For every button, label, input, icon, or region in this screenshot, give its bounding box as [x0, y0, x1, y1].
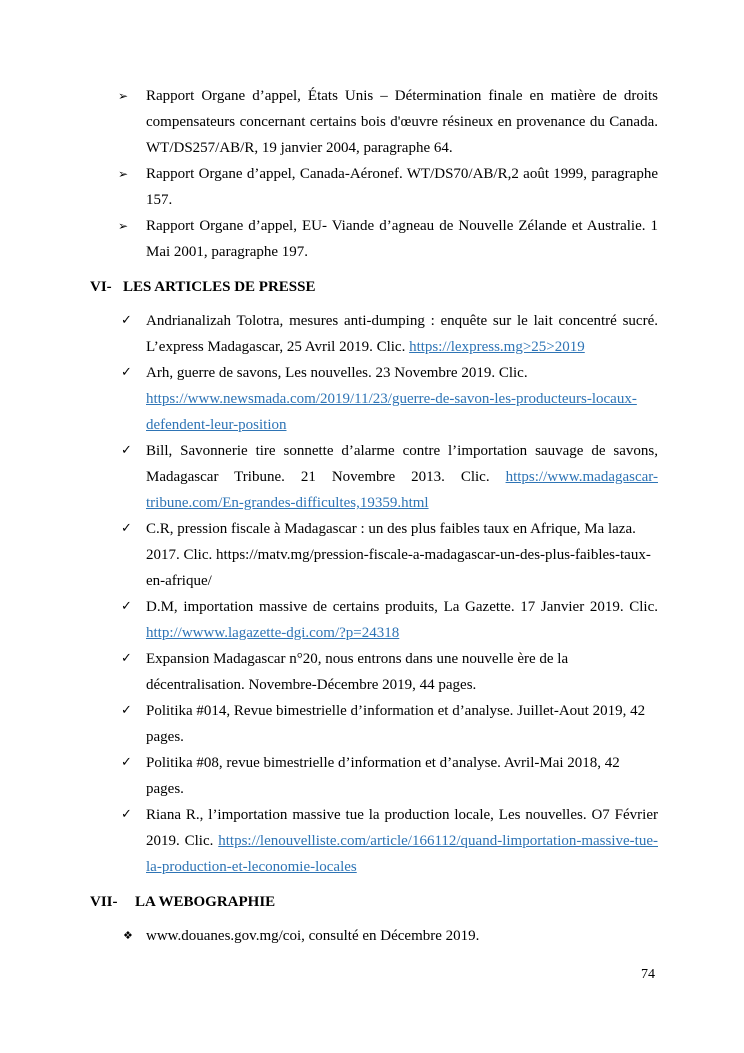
arrow-bullet-icon: ➢	[118, 167, 129, 181]
section-numeral: VI-	[90, 279, 112, 295]
item-text	[146, 599, 658, 641]
page-content	[0, 83, 744, 949]
arrow-bullet-icon: ➢	[118, 89, 129, 103]
text-segment: www.douanes.gov.mg/coi, consulté en Décembre 2019.	[146, 928, 480, 944]
checkmark-bullet-icon: ✓	[121, 807, 132, 822]
text-segment: Politika #08, revue bimestrielle d’information et d’analyse. Avril-Mai 2018, 42 pages.	[146, 755, 620, 797]
appeal-reports-list	[0, 83, 744, 265]
checkmark-bullet-icon: ✓	[121, 443, 132, 458]
checkmark-bullet-icon: ✓	[121, 365, 132, 380]
section-numeral: VII-	[90, 894, 118, 910]
checkmark-bullet-icon: ✓	[121, 703, 132, 718]
text-segment: Rapport Organe d’appel, États Unis – Détermination finale en matière de droits compensateurs concernant certains bois d'œuvre résineux en provenance du Canada. WT/DS257/AB/R, 19 janvier 2004, paragraphe 64.	[146, 88, 658, 156]
list-item	[0, 802, 744, 880]
list-item	[0, 516, 744, 594]
item-text	[146, 928, 479, 944]
list-item	[0, 161, 744, 213]
text-segment: C.R, pression fiscale à Madagascar : un des plus faibles taux en Afrique, Ma laza. 2017. Clic. https://matv.mg/pression-fiscale-a-madagascar-un-des-plus-faibles-taux-en-afrique/	[146, 521, 651, 589]
hyperlink[interactable]: https://www.newsmada.com/2019/11/23/guerre-de-savon-les-producteurs-locaux-defendent-leur-position	[146, 391, 637, 433]
item-text	[146, 88, 658, 156]
text-segment: Arh, guerre de savons, Les nouvelles. 23 Novembre 2019. Clic.	[146, 365, 528, 381]
text-segment: D.M, importation massive de certains produits, La Gazette. 17 Janvier 2019. Clic.	[146, 599, 658, 615]
list-item	[0, 83, 744, 161]
section-heading-webography	[0, 889, 744, 915]
list-item	[0, 698, 744, 750]
item-text	[146, 313, 658, 355]
item-text	[146, 651, 568, 693]
item-text	[146, 166, 658, 208]
text-segment: Expansion Madagascar n°20, nous entrons dans une nouvelle ère de la décentralisation. Novembre-Décembre 2019, 44 pages.	[146, 651, 569, 693]
list-item	[0, 213, 744, 265]
item-text	[146, 755, 620, 797]
text-segment: Rapport Organe d’appel, Canada-Aéronef. WT/DS70/AB/R,2 août 1999, paragraphe 157.	[146, 166, 658, 208]
list-item	[0, 360, 744, 438]
checkmark-bullet-icon: ✓	[121, 521, 132, 536]
hyperlink[interactable]: http://wwww.lagazette-dgi.com/?p=24318	[146, 625, 400, 641]
checkmark-bullet-icon: ✓	[121, 599, 132, 614]
item-text	[146, 703, 645, 745]
section-title: LA WEBOGRAPHIE	[135, 894, 276, 910]
list-item	[0, 594, 744, 646]
item-text	[146, 365, 637, 433]
webography-list	[0, 923, 744, 949]
text-segment: Rapport Organe d’appel, EU- Viande d’agneau de Nouvelle Zélande et Australie. 1 Mai 2001, paragraphe 197.	[146, 218, 658, 260]
list-item	[0, 923, 744, 949]
list-item	[0, 646, 744, 698]
checkmark-bullet-icon: ✓	[121, 651, 132, 666]
hyperlink[interactable]: https://www.madagascar-tribune.com/En-grandes-difficultes,19359.html	[146, 469, 658, 511]
item-text	[146, 218, 658, 260]
item-text	[146, 807, 658, 875]
text-segment: Bill, Savonnerie tire sonnette d’alarme contre l’importation sauvage de savons, Madagascar Tribune. 21 Novembre 2013. Clic.	[146, 443, 658, 485]
press-articles-list	[0, 308, 744, 880]
hyperlink[interactable]: https://lenouvelliste.com/article/166112/quand-limportation-massive-tue-la-production-et-leconomie-locales	[146, 833, 658, 875]
arrow-bullet-icon: ➢	[118, 219, 129, 233]
section-heading-articles	[0, 274, 744, 300]
checkmark-bullet-icon: ✓	[121, 755, 132, 770]
text-segment: Riana R., l’importation massive tue la production locale, Les nouvelles. O7 Février 2019. Clic.	[146, 807, 658, 849]
list-item	[0, 750, 744, 802]
text-segment: Politika #014, Revue bimestrielle d’information et d’analyse. Juillet-Aout 2019, 42 pages.	[146, 703, 646, 745]
list-item	[0, 438, 744, 516]
list-item	[0, 308, 744, 360]
hyperlink[interactable]: https://lexpress.mg>25>2019	[409, 339, 585, 355]
item-text	[146, 521, 651, 589]
item-text	[146, 443, 658, 511]
page-number: 74	[641, 967, 655, 982]
checkmark-bullet-icon: ✓	[121, 313, 132, 328]
section-title: LES ARTICLES DE PRESSE	[123, 279, 316, 295]
diamond-bullet-icon: ❖	[123, 929, 133, 942]
text-segment: Andrianalizah Tolotra, mesures anti-dumping : enquête sur le lait concentré sucré. L’express Madagascar, 25 Avril 2019. Clic.	[146, 313, 658, 355]
